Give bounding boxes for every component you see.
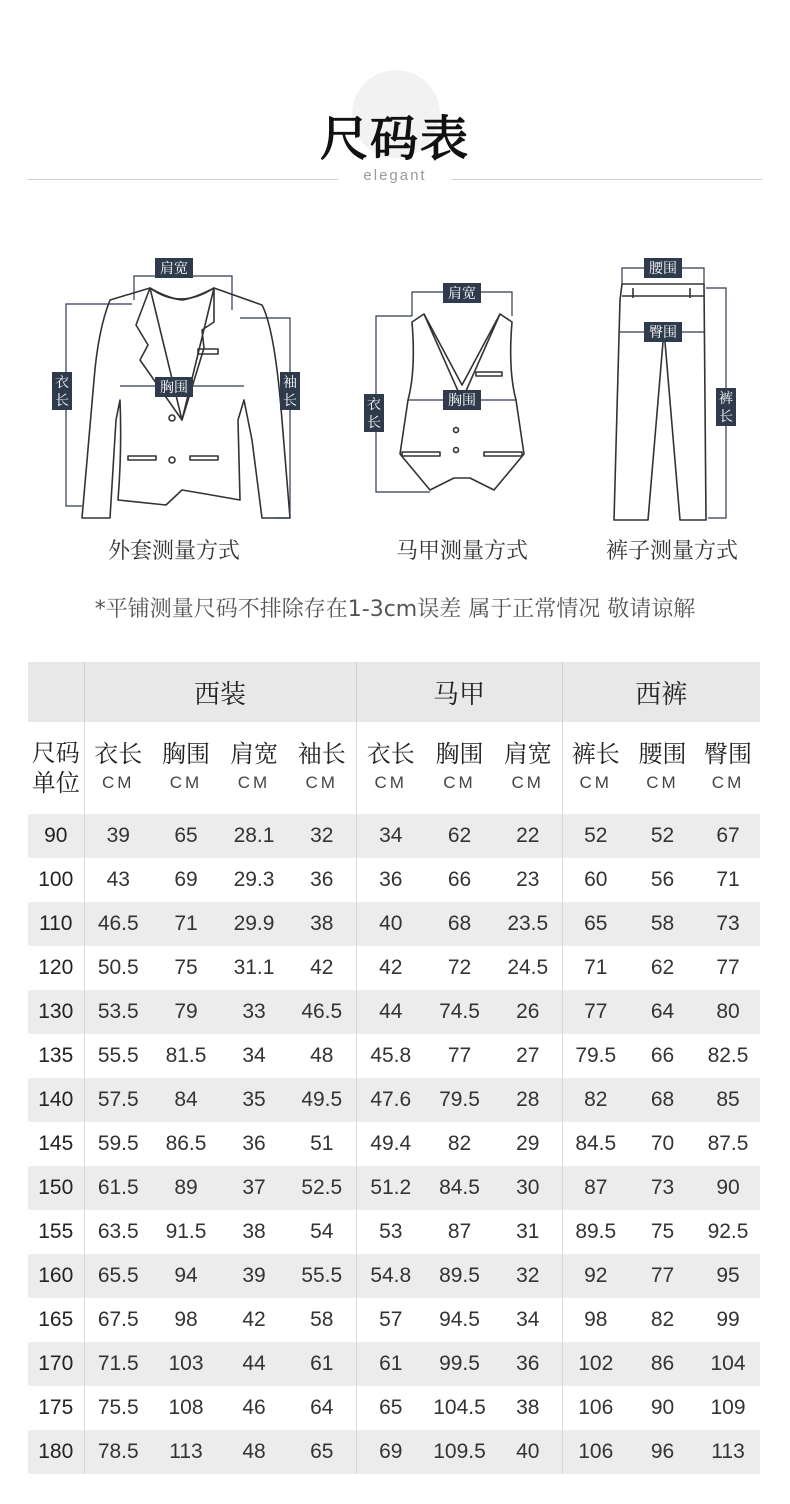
size-table-body (28, 814, 760, 1474)
measure-cell: 33 (220, 990, 288, 1034)
measure-cell: 74.5 (425, 990, 494, 1034)
measure-cell: 109 (710, 1396, 746, 1419)
measure-cell: 92 (562, 1254, 629, 1298)
group-header-row (28, 662, 760, 722)
caption-jacket: 外套测量方式 (108, 539, 241, 564)
measure-cell: 48 (220, 1430, 288, 1474)
measure-cell: 38 (516, 1396, 540, 1419)
measure-cell: 45.8 (356, 1034, 425, 1078)
label-pants-hip: 臀围 (649, 325, 677, 341)
measure-cell: 38 (288, 902, 356, 946)
measure-cell: 64 (310, 1396, 334, 1419)
measure-cell: 30 (494, 1166, 562, 1210)
measure-cell: 36 (310, 868, 334, 891)
size-cell: 145 (38, 1132, 74, 1155)
measure-cell: 77 (716, 956, 740, 979)
measure-cell: 64 (629, 990, 696, 1034)
measure-cell: 36 (494, 1342, 562, 1386)
caption-pants: 裤子测量方式 (606, 539, 739, 564)
measure-cell: 82 (650, 1308, 675, 1331)
measure-cell: 52 (629, 814, 696, 858)
measure-cell: 44 (220, 1342, 288, 1386)
measure-cell: 46.5 (84, 902, 152, 946)
measure-cell: 55.5 (288, 1254, 356, 1298)
measure-cell: 75 (650, 1220, 675, 1243)
measure-cell: 34 (516, 1308, 540, 1331)
measure-cell: 22 (494, 814, 562, 858)
measure-cell: 54.8 (356, 1254, 425, 1298)
size-cell: 155 (38, 1220, 74, 1243)
measure-cell: 36 (242, 1132, 266, 1155)
unit: CM (711, 773, 745, 792)
measure-cell: 53.5 (84, 990, 152, 1034)
label-jacket-shoulder: 肩宽 (160, 261, 188, 277)
size-cell: 160 (28, 1254, 84, 1298)
size-cell: 130 (28, 990, 84, 1034)
table-row (28, 1254, 760, 1298)
jacket-button-2 (169, 457, 175, 463)
measure-cell: 39 (220, 1254, 288, 1298)
col-header: 臀围 (704, 740, 753, 768)
measure-cell: 35 (220, 1078, 288, 1122)
measure-cell: 75.5 (84, 1386, 152, 1430)
measure-cell: 80 (696, 990, 760, 1034)
table-row (28, 1078, 760, 1122)
measure-cell: 69 (356, 1430, 425, 1474)
measure-cell: 84.5 (425, 1166, 494, 1210)
measure-cell: 62 (425, 814, 494, 858)
measure-cell: 98 (174, 1308, 198, 1331)
measure-cell: 65.5 (84, 1254, 152, 1298)
label-jacket-sleeve-1: 袖 (283, 375, 297, 391)
measure-cell: 61.5 (84, 1166, 152, 1210)
measure-cell: 98 (562, 1298, 629, 1342)
measure-cell: 109.5 (425, 1430, 494, 1474)
measure-cell: 51.2 (356, 1166, 425, 1210)
measure-cell: 28 (494, 1078, 562, 1122)
measure-cell: 86 (629, 1342, 696, 1386)
label-jacket-length-1: 衣 (55, 375, 69, 391)
measure-cell: 79.5 (562, 1034, 629, 1078)
measure-cell: 34 (242, 1044, 266, 1067)
measure-cell: 113 (152, 1430, 220, 1474)
col-header: 肩宽 (230, 740, 278, 768)
size-cell: 135 (38, 1044, 74, 1067)
measure-cell: 104.5 (433, 1396, 486, 1419)
measure-cell: 61 (288, 1342, 356, 1386)
measure-cell: 77 (447, 1044, 472, 1067)
measure-cell: 70 (650, 1132, 675, 1155)
measure-cell: 36 (356, 858, 425, 902)
table-row (28, 1166, 760, 1210)
measure-cell: 81.5 (165, 1044, 207, 1067)
measure-cell: 99 (716, 1308, 740, 1331)
caption-vest: 马甲测量方式 (396, 539, 529, 564)
measure-cell: 82.5 (707, 1044, 749, 1067)
unit: CM (579, 773, 612, 792)
size-cell: 90 (28, 814, 84, 858)
measure-cell: 27 (516, 1044, 540, 1067)
measure-cell: 53 (356, 1210, 425, 1254)
measure-cell: 38 (242, 1220, 266, 1243)
measure-cell: 73 (629, 1166, 696, 1210)
vest-left-pocket (402, 452, 440, 456)
label-jacket-chest: 胸围 (160, 380, 188, 396)
measure-cell: 87 (562, 1166, 629, 1210)
measure-cell: 29.9 (220, 902, 288, 946)
measure-cell: 32 (288, 814, 356, 858)
page-subtitle: elegant (363, 167, 427, 184)
measure-cell: 61 (356, 1342, 425, 1386)
measure-cell: 71 (562, 946, 629, 990)
measure-cell: 60 (562, 858, 629, 902)
measure-cell: 44 (356, 990, 425, 1034)
measure-cell: 73 (696, 902, 760, 946)
measure-cell: 87 (447, 1220, 472, 1243)
measure-cell: 108 (168, 1396, 204, 1419)
vest-length-line (376, 316, 430, 492)
measurement-note: *平铺测量尺码不排除存在1-3cm误差 属于正常情况 敬请谅解 (94, 597, 696, 622)
col-header: 袖长 (297, 740, 346, 768)
unit: CM (169, 773, 203, 792)
measure-cell: 32 (494, 1254, 562, 1298)
measure-cell: 28.1 (220, 814, 288, 858)
measure-cell: 40 (494, 1430, 562, 1474)
measure-cell: 71 (152, 902, 220, 946)
label-vest-shoulder: 肩宽 (448, 286, 476, 302)
measure-cell: 62 (650, 956, 675, 979)
size-cell: 170 (28, 1342, 84, 1386)
page-title: 尺码表 (319, 111, 470, 167)
measure-cell: 106 (562, 1430, 629, 1474)
size-cell: 100 (38, 868, 74, 891)
measure-cell: 50.5 (84, 946, 152, 990)
measure-cell: 87.5 (707, 1132, 749, 1155)
measure-cell: 75 (174, 956, 198, 979)
measure-cell: 82 (562, 1078, 629, 1122)
table-row (28, 1386, 760, 1430)
measure-cell: 29.3 (233, 868, 275, 891)
table-row (28, 1430, 760, 1474)
vest-neckline (424, 314, 500, 400)
measure-cell: 57 (356, 1298, 425, 1342)
col-header: 衣长 (94, 740, 143, 768)
measure-cell: 86.5 (165, 1132, 207, 1155)
vest-button-1 (454, 428, 459, 433)
measure-cell: 34 (356, 814, 425, 858)
measure-cell: 57.5 (84, 1078, 152, 1122)
measure-cell: 79 (152, 990, 220, 1034)
jacket-chest-pocket (198, 349, 218, 354)
vest-right-pocket (484, 452, 522, 456)
table-row (28, 946, 760, 990)
col-header: 肩宽 (503, 740, 552, 768)
measure-cell: 77 (629, 1254, 696, 1298)
label-vest-chest: 胸围 (448, 393, 476, 409)
measure-cell: 46.5 (288, 990, 356, 1034)
measure-cell: 58 (629, 902, 696, 946)
measure-cell: 23.5 (494, 902, 562, 946)
jacket-lapel-left (136, 288, 182, 420)
label-jacket-length-2: 长 (55, 393, 69, 409)
unit: CM (443, 773, 476, 792)
table-row (28, 814, 760, 858)
measurement-illustrations (0, 240, 790, 540)
table-row (28, 858, 760, 902)
col-header: 胸围 (162, 740, 210, 768)
measure-cell: 66 (447, 868, 472, 891)
measure-cell: 42 (356, 946, 425, 990)
measure-cell: 51 (310, 1132, 334, 1155)
group-header-suit: 西装 (84, 662, 356, 722)
measure-cell: 39 (84, 814, 152, 858)
measure-cell: 113 (696, 1430, 760, 1474)
measure-cell: 102 (562, 1342, 629, 1386)
group-header-blank (28, 662, 84, 722)
jacket-left-pocket (128, 456, 156, 460)
measure-cell: 31 (516, 1220, 540, 1243)
table-row (28, 1342, 760, 1386)
size-cell: 175 (38, 1396, 74, 1419)
measure-cell: 43 (84, 858, 152, 902)
vest-chest-pocket (476, 372, 502, 376)
size-table (28, 662, 760, 1474)
measure-cell: 40 (356, 902, 425, 946)
size-cell: 165 (38, 1308, 74, 1331)
measure-cell: 67.5 (84, 1298, 152, 1342)
measure-cell: 59.5 (84, 1122, 152, 1166)
measure-cell: 65 (356, 1386, 425, 1430)
measure-cell: 56 (650, 868, 675, 891)
label-jacket-sleeve-2: 长 (283, 393, 297, 409)
measure-cell: 71 (716, 868, 740, 891)
measure-cell: 91.5 (165, 1220, 207, 1243)
measure-cell: 54 (310, 1220, 334, 1243)
measure-cell: 47.6 (356, 1078, 425, 1122)
measure-cell: 67 (696, 814, 760, 858)
size-label-cell (28, 722, 84, 814)
measure-cell: 99.5 (425, 1342, 494, 1386)
jacket-length-line (66, 304, 132, 506)
measure-cell: 104 (696, 1342, 760, 1386)
measure-cell: 90 (696, 1166, 760, 1210)
measure-cell: 96 (629, 1430, 696, 1474)
size-label: 尺码 (31, 739, 80, 767)
measure-cell: 23 (516, 868, 540, 891)
measure-cell: 66 (650, 1044, 675, 1067)
measure-cell: 26 (494, 990, 562, 1034)
measure-cell: 65 (562, 902, 629, 946)
measure-cell: 42 (242, 1308, 266, 1331)
measure-cell: 103 (152, 1342, 220, 1386)
unit-label: 单位 (31, 769, 80, 797)
measure-cell: 63.5 (84, 1210, 152, 1254)
measure-cell: 71.5 (84, 1342, 152, 1386)
table-row (28, 1122, 760, 1166)
measure-cell: 52 (562, 814, 629, 858)
label-pants-length-1: 裤 (719, 391, 733, 407)
measure-cell: 95 (696, 1254, 760, 1298)
measure-cell: 31.1 (233, 956, 275, 979)
size-cell: 120 (38, 956, 74, 979)
measure-cell: 90 (650, 1396, 675, 1419)
measure-cell: 48 (310, 1044, 334, 1067)
measure-cell: 79.5 (425, 1078, 494, 1122)
unit: CM (511, 773, 544, 792)
measure-cell: 24.5 (507, 956, 549, 979)
measure-cell: 58 (310, 1308, 334, 1331)
measure-cell: 89.5 (562, 1210, 629, 1254)
measure-cell: 89.5 (425, 1254, 494, 1298)
table-row (28, 1210, 760, 1254)
col-header: 衣长 (366, 740, 415, 768)
table-row (28, 1298, 760, 1342)
col-header: 腰围 (638, 740, 687, 768)
measure-cell: 82 (447, 1132, 472, 1155)
measure-cell: 78.5 (84, 1430, 152, 1474)
measure-cell: 52.5 (288, 1166, 356, 1210)
measure-cell: 77 (562, 990, 629, 1034)
label-pants-length-2: 长 (719, 409, 733, 425)
jacket-right-pocket (190, 456, 218, 460)
table-row (28, 990, 760, 1034)
measure-cell: 94 (152, 1254, 220, 1298)
measure-cell: 37 (220, 1166, 288, 1210)
measure-cell: 84 (152, 1078, 220, 1122)
pants-outline (614, 284, 706, 520)
unit: CM (305, 773, 338, 792)
unit: CM (102, 773, 135, 792)
measure-cell: 55.5 (84, 1034, 152, 1078)
measure-cell: 68 (425, 902, 494, 946)
measure-cell: 69 (174, 868, 198, 891)
measure-cell: 49.4 (356, 1122, 425, 1166)
measure-cell: 49.5 (288, 1078, 356, 1122)
measure-cell: 94.5 (439, 1308, 480, 1331)
jacket-collar (150, 288, 214, 299)
measure-cell: 106 (562, 1386, 629, 1430)
group-header-trousers: 西裤 (562, 662, 760, 722)
label-vest-length-1: 衣 (367, 397, 381, 413)
label-pants-waist: 腰围 (649, 261, 677, 277)
measure-cell: 84.5 (562, 1122, 629, 1166)
measure-cell: 92.5 (707, 1220, 749, 1243)
unit: CM (237, 773, 271, 792)
size-cell: 180 (28, 1430, 84, 1474)
vest-button-2 (454, 448, 459, 453)
measure-cell: 29 (516, 1132, 540, 1155)
column-header-row (28, 722, 760, 814)
unit: CM (374, 773, 407, 792)
label-vest-length-2: 长 (367, 415, 381, 431)
measure-cell: 68 (629, 1078, 696, 1122)
measure-cell: 85 (696, 1078, 760, 1122)
unit: CM (646, 773, 679, 792)
jacket-button-1 (169, 415, 175, 421)
measure-cell: 72 (447, 956, 472, 979)
group-header-vest: 马甲 (356, 662, 562, 722)
measure-cell: 89 (152, 1166, 220, 1210)
col-header: 裤长 (571, 740, 620, 768)
measure-cell: 65 (288, 1430, 356, 1474)
size-cell: 110 (28, 902, 84, 946)
table-row (28, 1034, 760, 1078)
size-cell: 140 (28, 1078, 84, 1122)
table-row (28, 902, 760, 946)
size-cell: 150 (28, 1166, 84, 1210)
measure-cell: 42 (310, 956, 334, 979)
col-header: 胸围 (435, 740, 484, 768)
measure-cell: 65 (152, 814, 220, 858)
measure-cell: 46 (242, 1396, 266, 1419)
